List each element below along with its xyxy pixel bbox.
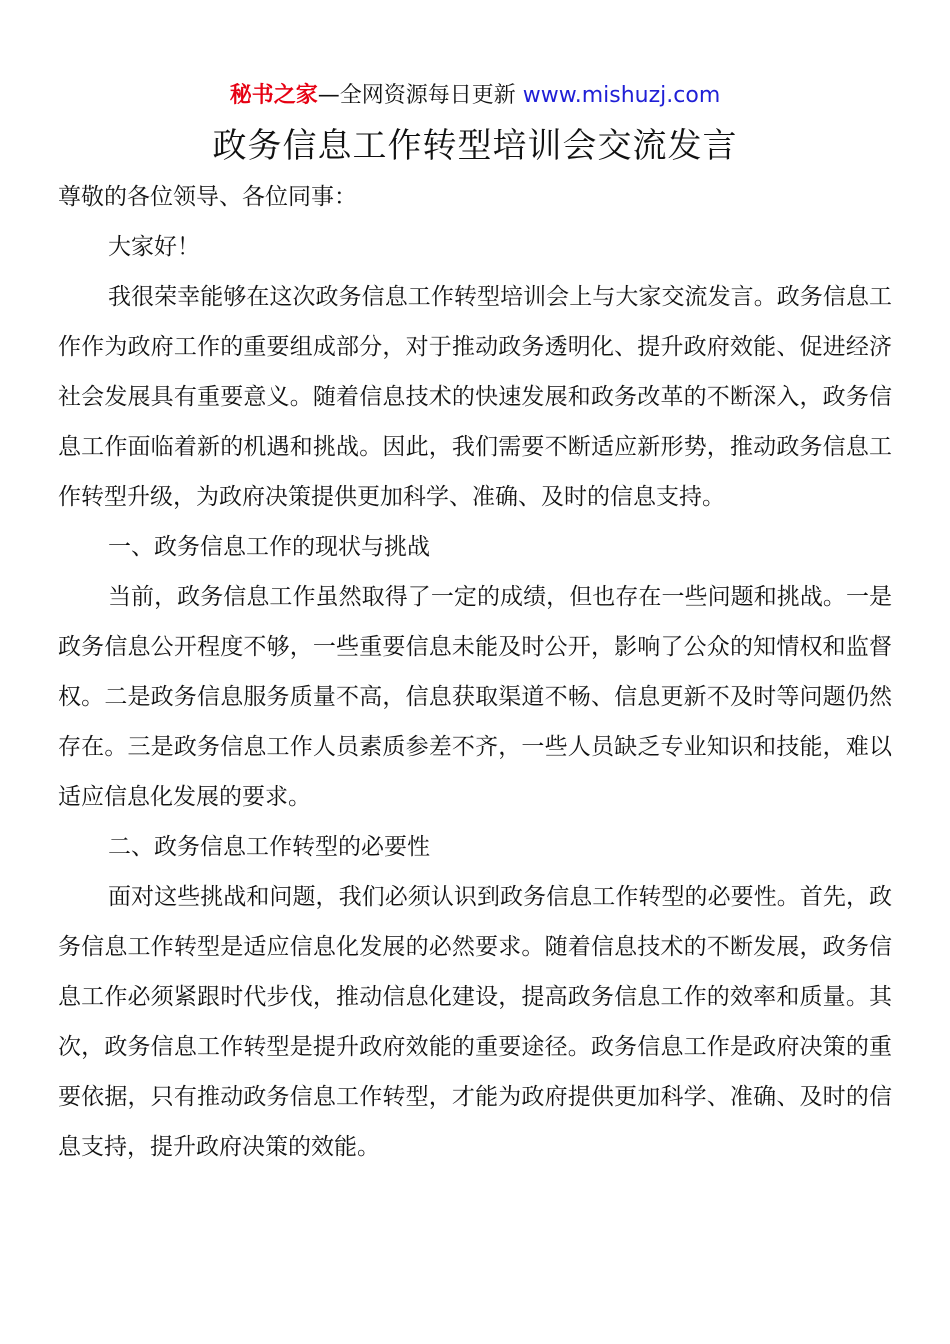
section-heading-2: 二、政务信息工作转型的必要性 — [108, 834, 430, 860]
paragraph-intro: 我很荣幸能够在这次政务信息工作转型培训会上与大家交流发言。政务信息工作作为政府工作的重要组成部分，对于推动政务透明化、提升政府效能、促进经济社会发展具有重要意义。随着信息技术的快速发展和政务改革的不断深入，政务信息工作面临着新的机遇和挑战。因此，我们需要不断适应新形势，推动政务信息工作转型升级，为政府决策提供更加科学、准确、及时的信息支持。 — [58, 284, 892, 510]
salutation: 尊敬的各位领导、各位同事： — [58, 184, 357, 210]
site-tagline: —全网资源每日更新 — [317, 83, 516, 108]
paragraph-status: 当前，政务信息工作虽然取得了一定的成绩，但也存在一些问题和挑战。一是政务信息公开程度不够，一些重要信息未能及时公开，影响了公众的知情权和监督权。二是政务信息服务质量不高，信息获取渠道不畅、信息更新不及时等问题仍然存在。三是政务信息工作人员素质参差不齐，一些人员缺乏专业知识和技能，难以适应信息化发展的要求。 — [58, 584, 892, 810]
site-name: 秘书之家 — [229, 83, 318, 108]
site-header — [0, 80, 950, 112]
paragraph-necessity: 面对这些挑战和问题，我们必须认识到政务信息工作转型的必要性。首先，政务信息工作转型是适应信息化发展的必然要求。随着信息技术的不断发展，政务信息工作必须紧跟时代步伐，推动信息化建设，提高政务信息工作的效率和质量。其次，政务信息工作转型是提升政府效能的重要途径。政务信息工作是政府决策的重要依据，只有推动政务信息工作转型，才能为政府提供更加科学、准确、及时的信息支持，提升政府决策的效能。 — [58, 884, 892, 1160]
section-heading-1: 一、政务信息工作的现状与挑战 — [108, 534, 430, 560]
document-title: 政务信息工作转型培训会交流发言 — [212, 126, 738, 166]
document-body — [58, 172, 892, 1172]
greeting: 大家好！ — [108, 234, 200, 260]
site-url-link[interactable]: www.mishuzj.com — [522, 83, 721, 108]
